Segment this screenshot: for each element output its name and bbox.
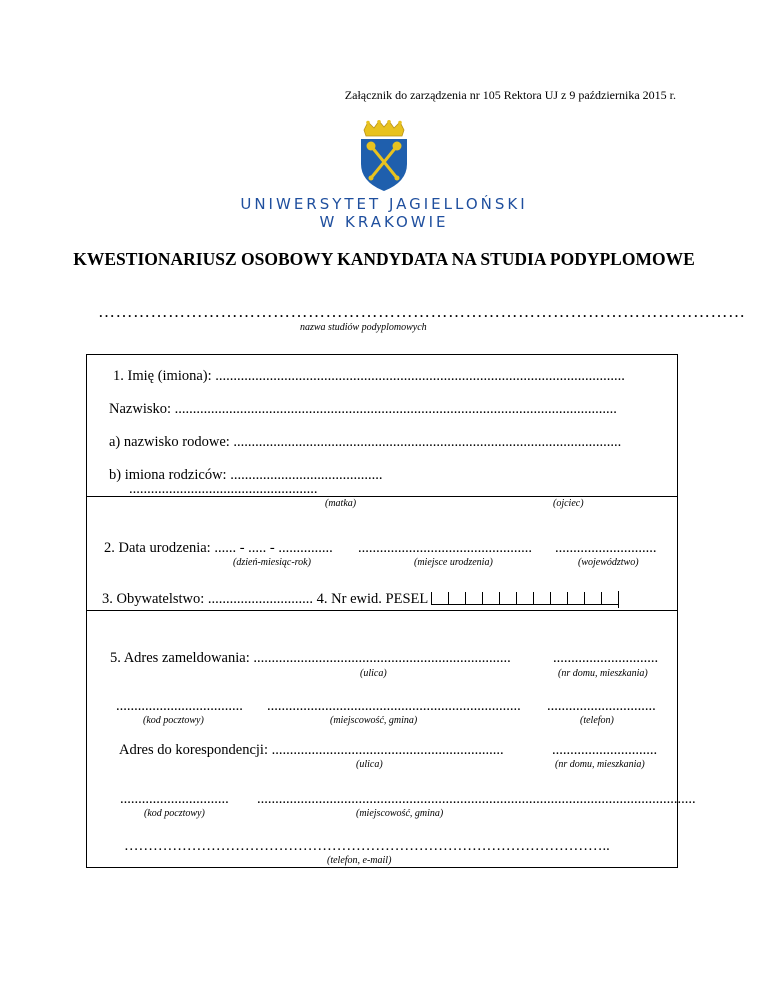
caption-registered-city: (miejscowość, gmina) (330, 715, 418, 726)
citizenship-field[interactable]: 3. Obywatelstwo: ............................. 4. Nr ewid. PESEL (102, 591, 428, 607)
correspondence-postal-code-field[interactable]: .............................. (120, 791, 229, 807)
registered-house-number-field[interactable]: ............................. (553, 650, 659, 666)
citizenship-pesel-row (102, 591, 619, 608)
pesel-digit-box[interactable] (533, 592, 550, 605)
caption-birth-place: (miejsce urodzenia) (414, 557, 493, 568)
caption-correspondence-house: (nr domu, mieszkania) (555, 759, 645, 770)
caption-registered-postal: (kod pocztowy) (143, 715, 204, 726)
pesel-digit-box[interactable] (482, 592, 499, 605)
university-crest-logo (358, 120, 410, 192)
pesel-digit-box[interactable] (550, 592, 567, 605)
form-title: KWESTIONARIUSZ OSOBOWY KANDYDATA NA STUDIA PODYPLOMOWE (73, 249, 695, 269)
last-name-field[interactable]: Nazwisko: .......................................................................................................................... (109, 401, 617, 417)
first-name-field[interactable]: 1. Imię (imiona): ................................................................................................................. (113, 368, 625, 384)
pesel-digit-box[interactable] (499, 592, 516, 605)
university-name-line1: UNIWERSYTET JAGIELLOŃSKI (240, 195, 528, 213)
registered-phone-field[interactable]: .............................. (547, 698, 656, 714)
pesel-digit-box[interactable] (601, 592, 618, 605)
birth-date-field[interactable]: 2. Data urodzenia: ...... - ..... - ............... (104, 540, 333, 556)
attachment-note: Załącznik do zarządzenia nr 105 Rektora UJ z 9 października 2015 r. (344, 88, 676, 102)
university-name-line2: W KRAKOWIE (319, 213, 449, 231)
correspondence-address-field[interactable]: Adres do korespondencji: ................................................................ (119, 742, 504, 758)
caption-registered-phone: (telefon) (580, 715, 614, 726)
registered-postal-code-field[interactable]: ................................... (116, 698, 243, 714)
parents-names-continued[interactable]: .................................................... (129, 481, 318, 497)
caption-contact: (telefon, e-mail) (327, 855, 392, 866)
caption-correspondence-postal: (kod pocztowy) (144, 808, 205, 819)
correspondence-house-number-field[interactable]: ............................. (552, 742, 658, 758)
caption-father: (ojciec) (553, 498, 584, 509)
correspondence-city-field[interactable]: ......................................................................................................................... (257, 791, 696, 807)
pesel-digit-box[interactable] (448, 592, 465, 605)
registered-address-field[interactable]: 5. Adres zameldowania: ....................................................................... (110, 650, 511, 666)
pesel-boxes[interactable] (431, 591, 619, 608)
correspondence-contact-field[interactable]: ……………………………………………………………………………………….. (124, 838, 610, 854)
pesel-digit-box[interactable] (516, 592, 533, 605)
pesel-digit-box[interactable] (465, 592, 482, 605)
parents-names-field[interactable]: b) imiona rodziców: .......................................... (109, 467, 383, 483)
caption-voivodeship: (województwo) (578, 557, 639, 568)
pesel-digit-box[interactable] (431, 592, 448, 605)
family-name-field[interactable]: a) nazwisko rodowe: ........................................................................................................... (109, 434, 622, 450)
caption-registered-house: (nr domu, mieszkania) (558, 668, 648, 679)
caption-mother: (matka) (325, 498, 357, 509)
birth-place-field[interactable]: ................................................ (358, 540, 532, 556)
pesel-digit-box[interactable] (567, 592, 584, 605)
caption-registered-street: (ulica) (360, 668, 387, 679)
studies-name-field[interactable]: ………………………………………………………………………………………………… (98, 302, 746, 321)
studies-name-caption: nazwa studiów podyplomowych (300, 322, 427, 333)
birth-voivodeship-field[interactable]: ............................ (555, 540, 657, 556)
caption-correspondence-city: (miejscowość, gmina) (356, 808, 444, 819)
divider-2 (86, 610, 678, 611)
pesel-digit-box[interactable] (584, 592, 601, 605)
registered-city-field[interactable]: ...................................................................... (267, 698, 521, 714)
caption-date: (dzień-miesiąc-rok) (233, 557, 311, 568)
caption-correspondence-street: (ulica) (356, 759, 383, 770)
